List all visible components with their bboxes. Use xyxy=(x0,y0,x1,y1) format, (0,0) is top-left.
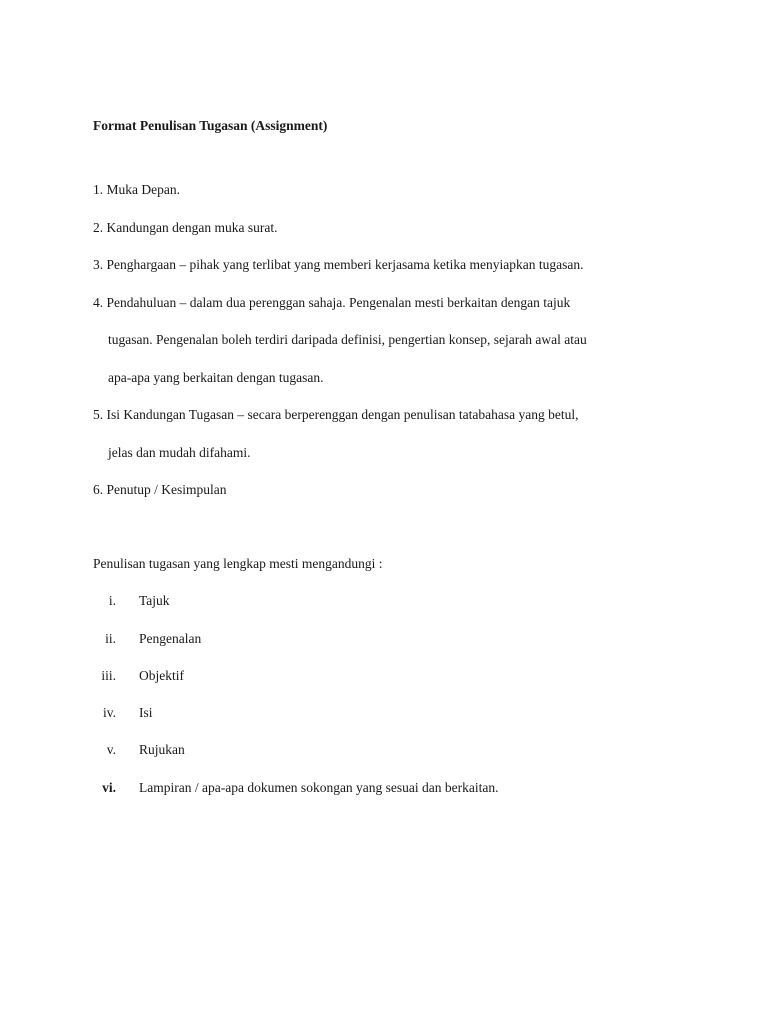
roman-numeral: ii. xyxy=(105,631,116,646)
roman-list-item xyxy=(90,741,690,759)
roman-item-text: Pengenalan xyxy=(139,631,202,646)
list-item-2: 2. Kandungan dengan muka surat. xyxy=(93,220,278,235)
roman-list-item xyxy=(90,704,690,722)
roman-list-item xyxy=(90,592,690,610)
roman-item-text: Rujukan xyxy=(139,742,185,757)
roman-list-item xyxy=(90,630,690,648)
roman-item-text: Objektif xyxy=(139,668,184,683)
list-item-4-line-3: apa-apa yang berkaitan dengan tugasan. xyxy=(108,370,324,385)
roman-numeral: iii. xyxy=(101,668,116,683)
list-item-6: 6. Penutup / Kesimpulan xyxy=(93,482,227,497)
list-item-4-line-2: tugasan. Pengenalan boleh terdiri daripada definisi, pengertian konsep, sejarah awal atau xyxy=(108,332,587,347)
roman-list-item xyxy=(90,779,690,797)
roman-numeral: iv. xyxy=(103,705,116,720)
list-item-3: 3. Penghargaan – pihak yang terlibat yang memberi kerjasama ketika menyiapkan tugasan. xyxy=(93,257,584,272)
list-item-5-line-1: 5. Isi Kandungan Tugasan – secara berperenggan dengan penulisan tatabahasa yang betul, xyxy=(93,407,579,422)
intro-sentence: Penulisan tugasan yang lengkap mesti mengandungi : xyxy=(93,556,383,571)
list-item-1: 1. Muka Depan. xyxy=(93,182,180,197)
roman-list-item xyxy=(90,667,690,685)
roman-numeral: v. xyxy=(106,742,116,757)
roman-numeral: i. xyxy=(108,593,116,608)
list-item-4-line-1: 4. Pendahuluan – dalam dua perenggan sahaja. Pengenalan mesti berkaitan dengan tajuk xyxy=(93,295,571,310)
list-item-5-line-2: jelas dan mudah difahami. xyxy=(108,445,251,460)
roman-numeral: vi. xyxy=(102,780,116,795)
document-title: Format Penulisan Tugasan (Assignment) xyxy=(93,118,328,133)
roman-item-text: Isi xyxy=(139,705,153,720)
roman-item-text: Lampiran / apa-apa dokumen sokongan yang sesuai dan berkaitan. xyxy=(139,780,499,795)
roman-item-text: Tajuk xyxy=(139,593,170,608)
